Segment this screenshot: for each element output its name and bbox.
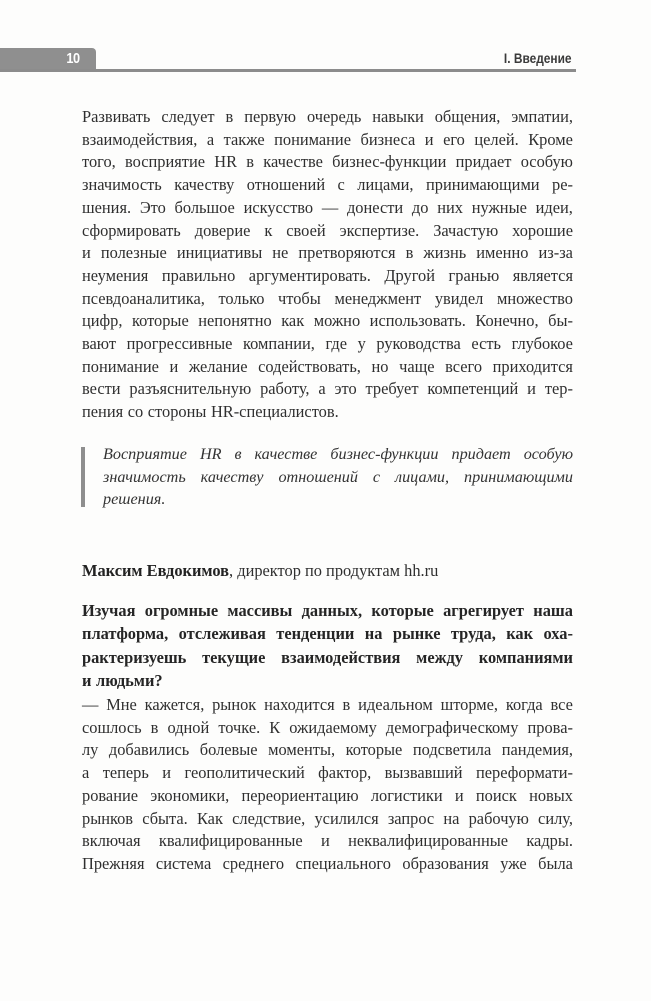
text-line: сошлось в одной точке. К ожидаемому демографическому прова- [82, 717, 573, 737]
interview-answer [82, 694, 573, 876]
text-line: Прежняя система среднего специального образования уже была [82, 853, 573, 873]
text-line: значимость качеству отношений с лицами, принимающими ре- [82, 175, 573, 195]
text-line: — Мне кажется, рынок находится в идеальном шторме, когда все [82, 695, 573, 714]
interview-question [82, 599, 573, 692]
body-paragraph-1 [82, 106, 573, 424]
text-line: рование экономики, переориентацию логистики и поиск новых [82, 785, 573, 805]
text-line: взаимодействия, а также понимание бизнеса и его целей. Кроме [82, 129, 573, 149]
running-header [0, 48, 576, 73]
speaker-role: , директор по продуктам hh.ru [229, 561, 439, 580]
text-line: решения. [103, 490, 166, 509]
pull-quote-text [103, 443, 573, 511]
text-line: шения. Это большое искусство — донести до них нужные идеи, [82, 197, 573, 217]
page-number: 10 [66, 50, 80, 67]
text-line: включая квалифицированные и неквалифицированные кадры. [82, 831, 573, 851]
text-line: Восприятие HR в качестве бизнес-функции придает особую [103, 445, 573, 463]
text-line: вают прогрессивные компании, где у руководства есть глубокое [82, 334, 573, 354]
text-line: рынков сбыта. Как следствие, усилился запрос на рабочую силу, [82, 808, 573, 828]
pull-quote [81, 447, 573, 507]
text-line: псевдоаналитика, только чтобы менеджмент увидел множество [82, 288, 573, 308]
text-line: понимание и желание содействовать, но чаще всего приходится [82, 356, 573, 376]
text-line: значимость качеству отношений с лицами, принимающими [103, 467, 573, 486]
text-line: и полезные инициативы не претворяются в жизнь именно из-за [82, 243, 573, 263]
text-line: неумения правильно аргументировать. Другой гранью является [82, 265, 573, 285]
text-line: цифр, которые непонятно как можно использовать. Конечно, бы- [82, 311, 573, 331]
quote-bar [81, 447, 85, 507]
text-line: того, восприятие HR в качестве бизнес-функции придает особую [82, 152, 573, 172]
text-line: рактеризуешь текущие взаимодействия между компаниями [82, 647, 573, 667]
text-line: и людьми? [82, 670, 163, 690]
text-line: Изучая огромные массивы данных, которые агрегирует наша [82, 601, 573, 620]
speaker-attribution [82, 560, 573, 583]
chapter-title: I. Введение [504, 50, 572, 66]
text-line: вести разъяснительную работу, а это требует компетенций и тер- [82, 379, 573, 399]
header-rule [0, 69, 576, 72]
text-line: лу добавились болевые моменты, которые подсветила пандемия, [82, 740, 573, 760]
text-line: а теперь и геополитический фактор, вызвавший переформати- [82, 763, 573, 783]
text-line: пения со стороны HR-специалистов. [82, 402, 339, 422]
speaker-name: Максим Евдокимов [82, 561, 230, 580]
text-line: сформировать доверие к своей экспертизе. Зачастую хорошие [82, 220, 573, 240]
text-line: Развивать следует в первую очередь навыки общения, эмпатии, [82, 107, 573, 126]
page-number-tab [0, 48, 96, 70]
text-line: платформа, отслеживая тенденции на рынке труда, как оха- [82, 624, 573, 644]
